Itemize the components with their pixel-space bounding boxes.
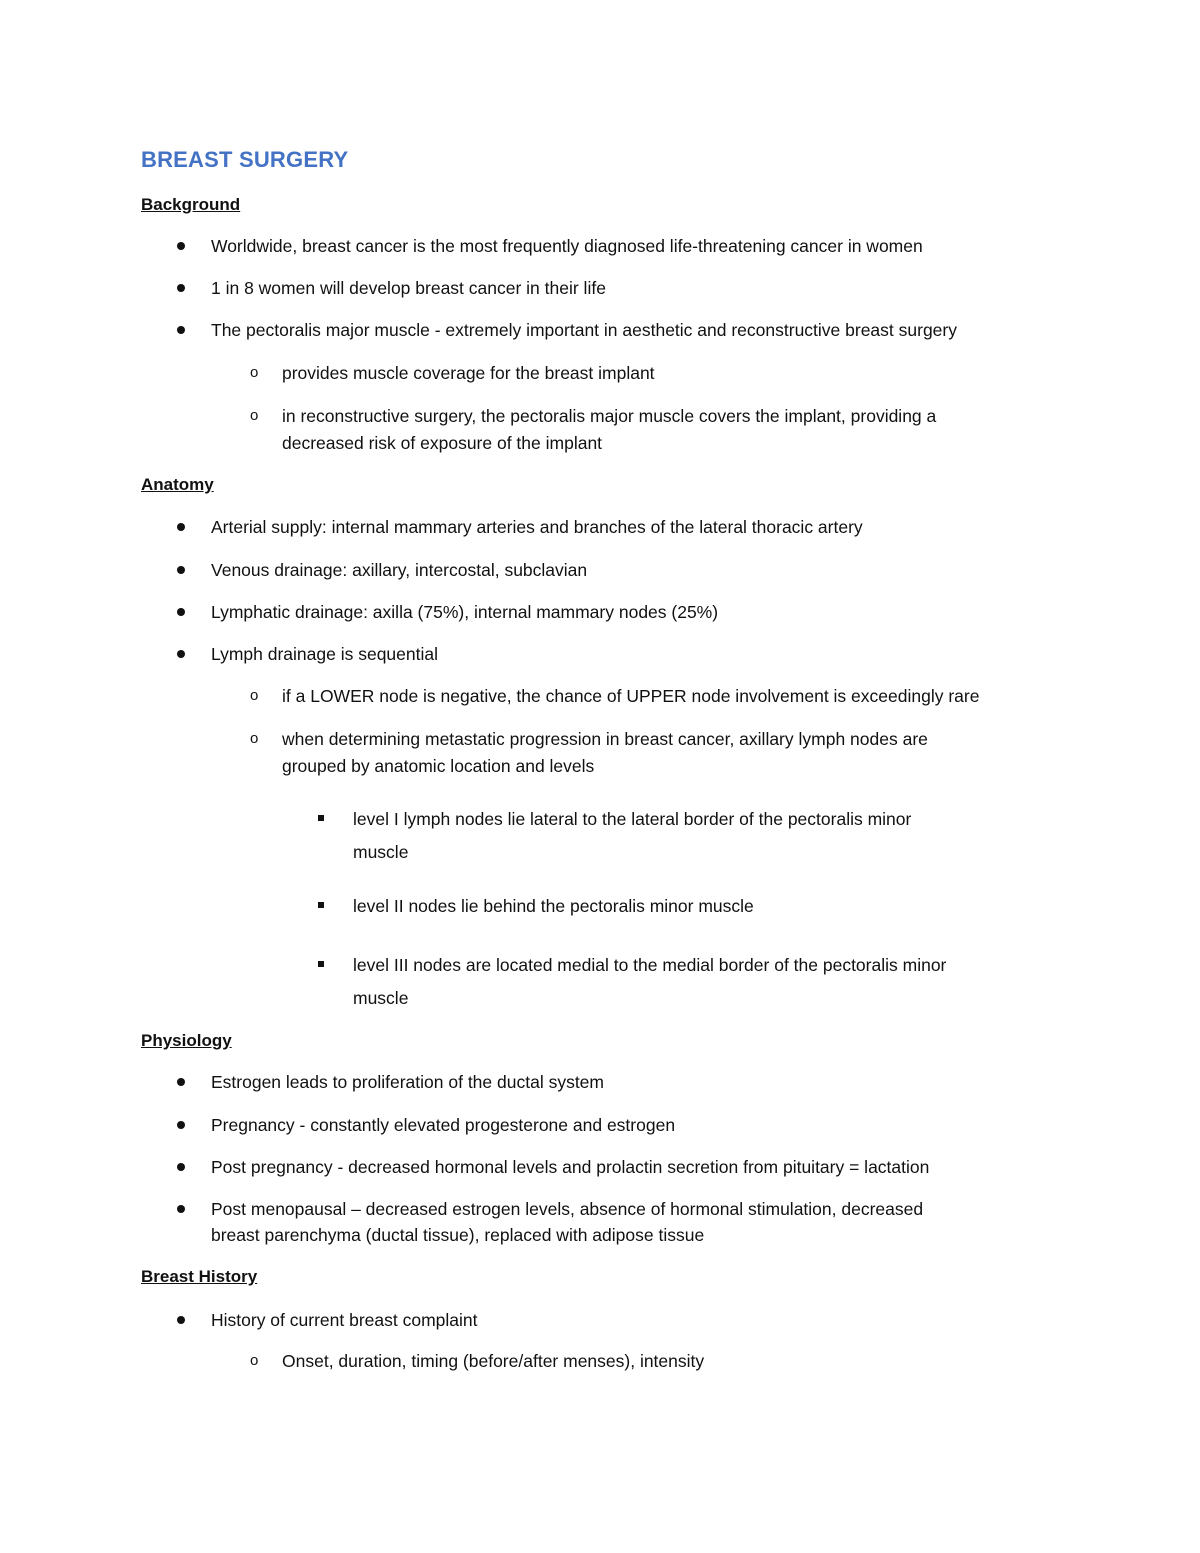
list-item: Arterial supply: internal mammary arteries and branches of the lateral thoracic artery [211, 517, 863, 537]
square-bullet-icon [318, 902, 324, 908]
list-item: The pectoralis major muscle - extremely important in aesthetic and reconstructive breast surgery [211, 320, 957, 340]
list-item-continuation: breast parenchyma (ductal tissue), replaced with adipose tissue [211, 1225, 705, 1245]
sub-list-item-continuation: decreased risk of exposure of the implant [282, 433, 603, 453]
list-item: Pregnancy - constantly elevated progesterone and estrogen [211, 1115, 676, 1135]
sub-bullet-icon: o [250, 364, 259, 381]
bullet-icon [177, 1205, 185, 1213]
level-item: level I lymph nodes lie lateral to the lateral border of the pectoralis minor [353, 809, 912, 829]
bullet-icon [177, 1163, 185, 1171]
level-item: level III nodes are located medial to the medial border of the pectoralis minor [353, 955, 947, 975]
level-item-continuation: muscle [353, 842, 409, 862]
sub-bullet-icon: o [250, 407, 259, 424]
document-title: BREAST SURGERY [141, 147, 349, 172]
heading-breast-history: Breast History [141, 1267, 258, 1286]
list-item: Venous drainage: axillary, intercostal, subclavian [211, 560, 588, 580]
sub-bullet-icon: o [250, 730, 259, 747]
bullet-icon [177, 1078, 185, 1086]
bullet-icon [177, 523, 185, 531]
sub-bullet-icon: o [250, 687, 259, 704]
sub-list-item: if a LOWER node is negative, the chance of UPPER node involvement is exceedingly rare [282, 686, 980, 706]
list-item: Worldwide, breast cancer is the most frequently diagnosed life-threatening cancer in women [211, 236, 923, 256]
bullet-icon [177, 650, 185, 658]
sub-list-item: when determining metastatic progression in breast cancer, axillary lymph nodes are [282, 729, 928, 749]
list-item: Lymph drainage is sequential [211, 644, 438, 664]
sub-bullet-icon: o [250, 1352, 259, 1369]
list-item: History of current breast complaint [211, 1310, 478, 1330]
list-item: 1 in 8 women will develop breast cancer in their life [211, 278, 606, 298]
list-item: Estrogen leads to proliferation of the ductal system [211, 1072, 604, 1092]
bullet-icon [177, 1121, 185, 1129]
heading-physiology: Physiology [141, 1031, 232, 1050]
heading-background: Background [141, 195, 241, 214]
level-item-continuation: muscle [353, 988, 409, 1008]
level-item: level II nodes lie behind the pectoralis minor muscle [353, 896, 754, 916]
square-bullet-icon [318, 815, 324, 821]
bullet-icon [177, 608, 185, 616]
bullet-icon [177, 566, 185, 574]
sub-list-item: Onset, duration, timing (before/after menses), intensity [282, 1351, 705, 1371]
sub-list-item-continuation: grouped by anatomic location and levels [282, 756, 595, 776]
square-bullet-icon [318, 961, 324, 967]
list-item: Post menopausal – decreased estrogen levels, absence of hormonal stimulation, decreased [211, 1199, 924, 1219]
sub-list-item: provides muscle coverage for the breast implant [282, 363, 655, 383]
bullet-icon [177, 242, 185, 250]
list-item: Post pregnancy - decreased hormonal levels and prolactin secretion from pituitary = lactation [211, 1157, 930, 1177]
bullet-icon [177, 326, 185, 334]
sub-list-item: in reconstructive surgery, the pectoralis major muscle covers the implant, providing a [282, 406, 937, 426]
list-item: Lymphatic drainage: axilla (75%), internal mammary nodes (25%) [211, 602, 719, 622]
bullet-icon [177, 284, 185, 292]
heading-anatomy: Anatomy [141, 475, 214, 494]
bullet-icon [177, 1316, 185, 1324]
